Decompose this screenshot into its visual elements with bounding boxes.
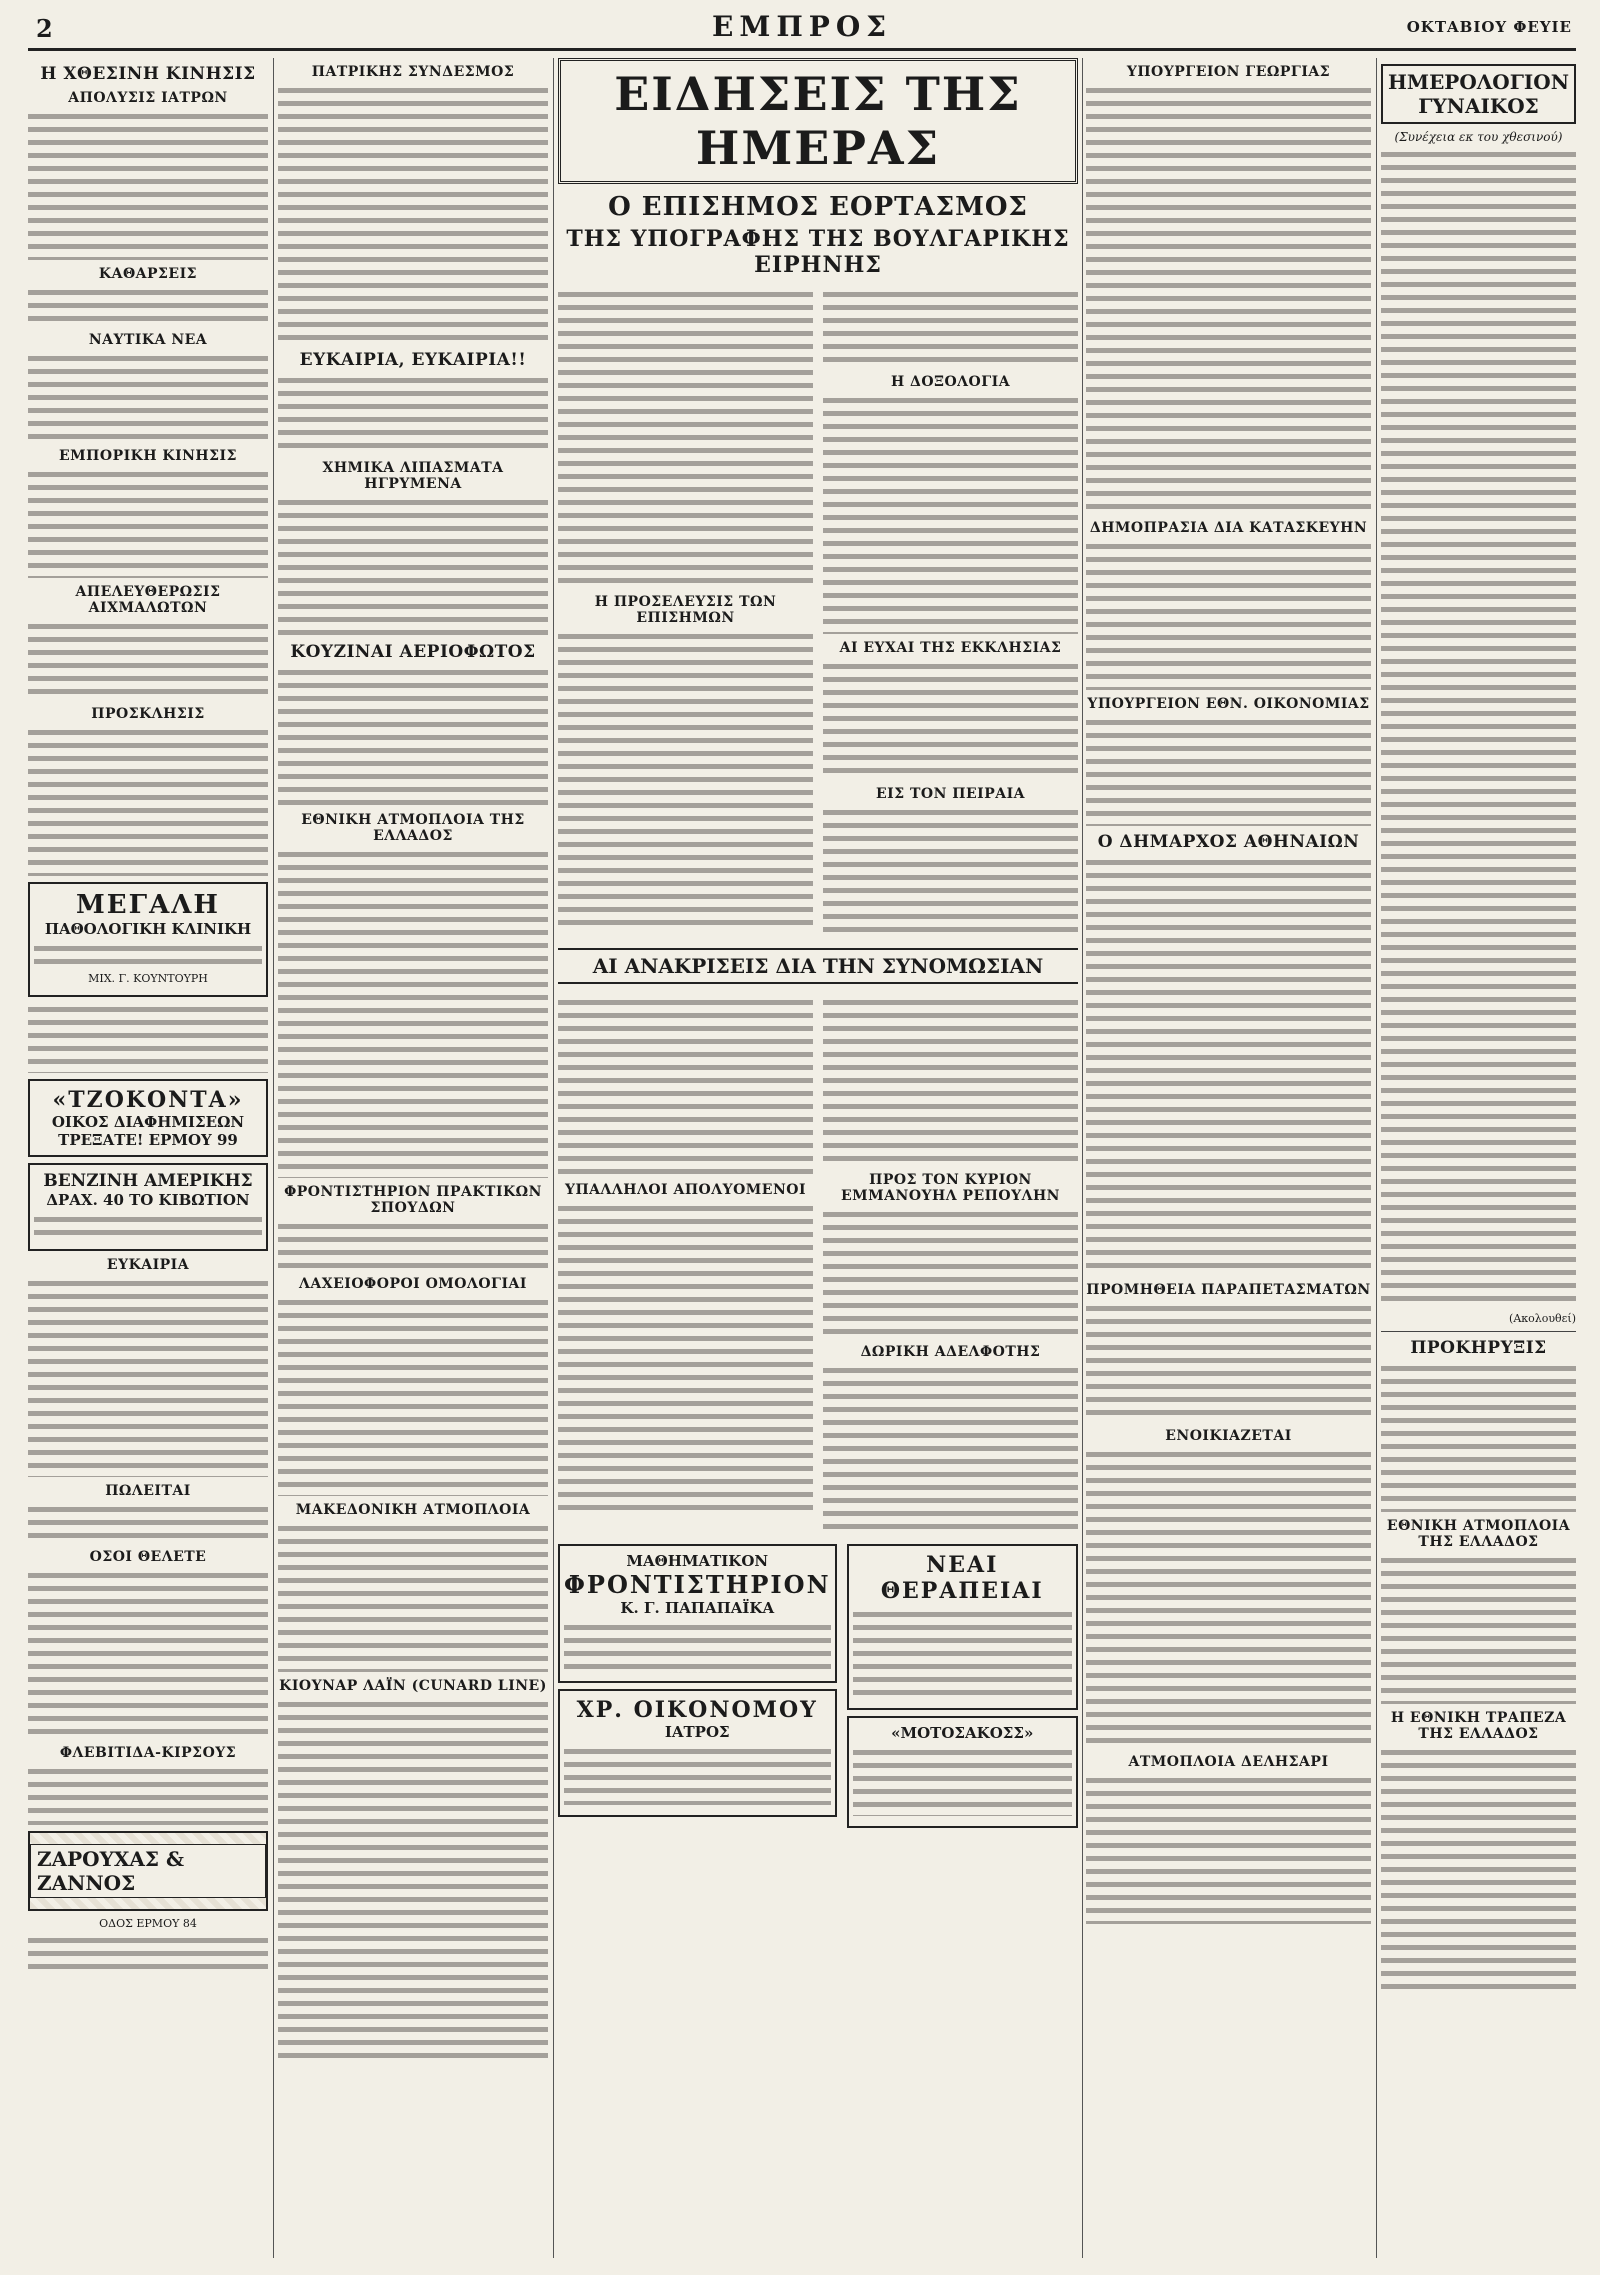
- ad-row: [558, 1538, 1078, 1834]
- column-divider: [1376, 58, 1377, 2258]
- article-body: [1086, 856, 1371, 1276]
- masthead: [28, 6, 1576, 50]
- ad-name: Κ. Γ. ΠΑΠΑΠΑΪΚΑ: [620, 1599, 775, 1617]
- subheading: ΥΠΟΥΡΓΕΙΟΝ ΓΕΩΡΓΙΑΣ: [1126, 64, 1331, 80]
- article-body: [28, 352, 268, 442]
- subheading: ΕΙΣ ΤΟΝ ΠΕΙΡΑΙΑ: [875, 786, 1026, 802]
- article-body: [823, 1208, 1078, 1338]
- subheading: ΝΑΥΤΙΚΑ ΝΕΑ: [88, 332, 208, 348]
- subheading: ΥΠΟΥΡΓΕΙΟΝ ΕΘΝ. ΟΙΚΟΝΟΜΙΑΣ: [1087, 696, 1370, 712]
- ad-body: [34, 1213, 262, 1239]
- advertisement: [28, 1163, 268, 1251]
- article-body: [823, 1364, 1078, 1534]
- newspaper-title: ΕΜΠΡΟΣ: [711, 10, 893, 43]
- subheading: ΠΩΛΕΙΤΑΙ: [105, 1483, 191, 1499]
- article-body: [823, 394, 1078, 634]
- article-body: [28, 620, 268, 700]
- advertisement-logo: [28, 1831, 268, 1911]
- article-body: [28, 286, 268, 326]
- ad-headline: «ΤΖΟΚΟΝΤΑ»: [52, 1087, 244, 1113]
- subheading: ΜΑΚΕΔΟΝΙΚΗ ΑΤΜΟΠΛΟΙΑ: [295, 1502, 531, 1518]
- section-heading: Η ΧΘΕΣΙΝΗ ΚΙΝΗΣΙΣ: [40, 64, 256, 84]
- ad-headline: ΦΡΟΝΤΙΣΤΗΡΙΟΝ: [564, 1570, 831, 1599]
- news-banner: [558, 58, 1078, 184]
- headline: Ο ΕΠΙΣΗΜΟΣ ΕΟΡΤΑΣΜΟΣ: [608, 192, 1028, 222]
- column-divider: [1082, 58, 1083, 2258]
- article-body: [823, 660, 1078, 780]
- headline: ΑΙ ΑΝΑΚΡΙΣΕΙΣ ΔΙΑ ΤΗΝ ΣΥΝΟΜΩΣΙΑΝ: [558, 948, 1078, 984]
- subheading: Η ΕΘΝΙΚΗ ΤΡΑΠΕΖΑ ΤΗΣ ΕΛΛΑΔΟΣ: [1390, 1710, 1567, 1742]
- article-body: [823, 996, 1078, 1166]
- article-body: [278, 1522, 548, 1672]
- article-body: [278, 1698, 548, 2058]
- article-body: [28, 1765, 268, 1825]
- article-body: [28, 1277, 268, 1477]
- subheading: ΠΑΤΡΙΚΗΣ ΣΥΝΔΕΣΜΟΣ: [311, 64, 515, 80]
- ad-headline: ΜΕΓΑΛΗ: [76, 890, 220, 920]
- article-body: [1086, 1774, 1371, 1924]
- article-body: [278, 84, 548, 344]
- column-1: [28, 58, 268, 2258]
- article-body: [558, 288, 813, 588]
- article-body: [28, 110, 268, 260]
- article-body: [1086, 1448, 1371, 1748]
- ad-body: [853, 1608, 1072, 1698]
- advertisement: [28, 1079, 268, 1157]
- advertisement: [28, 882, 268, 997]
- article-body: [1381, 148, 1576, 1308]
- advertisement: [847, 1544, 1078, 1710]
- article-body: [1086, 84, 1371, 514]
- subheading: ΑΠΕΛΕΥΘΕΡΩΣΙΣ ΑΙΧΜΑΛΩΤΩΝ: [75, 584, 221, 616]
- subheading: ΔΩΡΙΚΗ ΑΔΕΛΦΟΤΗΣ: [860, 1344, 1041, 1360]
- advertisement: [558, 1689, 837, 1817]
- article-body: [28, 468, 268, 578]
- subheading: ΥΠΑΛΛΗΛΟΙ ΑΠΟΛΥΟΜΕΝΟΙ: [564, 1182, 807, 1198]
- article-body: [28, 1569, 268, 1739]
- article-body: [278, 666, 548, 806]
- masthead-rule: [28, 48, 1576, 51]
- article-body: [28, 1503, 268, 1543]
- subheading: ΧΗΜΙΚΑ ΛΙΠΑΣΜΑΤΑ ΗΓΡΥΜΕΝΑ: [322, 460, 504, 492]
- article-body: [278, 848, 548, 1178]
- article-body: [1381, 1746, 1576, 1996]
- ad-subheadline: ΠΑΘΟΛΟΓΙΚΗ ΚΛΙΝΙΚΗ: [44, 920, 252, 938]
- column-4: [1086, 58, 1371, 2258]
- subheading: ΕΝΟΙΚΙΑΖΕΤΑΙ: [1165, 1428, 1292, 1444]
- ad-body: [28, 1934, 268, 1974]
- subheading: ΑΙ ΕΥΧΑΙ ΤΗΣ ΕΚΚΛΗΣΙΑΣ: [839, 640, 1062, 656]
- advertisement: [558, 1544, 837, 1683]
- column-divider: [273, 58, 274, 2258]
- column-5: [1381, 58, 1576, 2258]
- section-heading: ΠΡΟΚΗΡΥΞΙΣ: [1410, 1338, 1547, 1358]
- subheading: ΚΙΟΥΝΑΡ ΛΑΪΝ (CUNARD LINE): [279, 1678, 547, 1694]
- ad-body: [564, 1621, 831, 1671]
- article-body: [558, 630, 813, 930]
- ad-headline: ΧΡ. ΟΙΚΟΝΟΜΟΥ: [576, 1697, 818, 1723]
- ad-headline: «ΜΟΤΟΣΑΚΟΣΣ»: [891, 1724, 1034, 1742]
- article-body: [278, 496, 548, 636]
- ad-headline: ΒΕΝΖΙΝΗ ΑΜΕΡΙΚΗΣ: [43, 1171, 253, 1191]
- ad-address: ΤΡΕΞΑΤΕ! ΕΡΜΟΥ 99: [58, 1131, 238, 1149]
- headline-subtitle: ΤΗΣ ΥΠΟΓΡΑΦΗΣ ΤΗΣ ΒΟΥΛΓΑΡΙΚΗΣ ΕΙΡΗΝΗΣ: [566, 226, 1070, 278]
- article-body: [28, 1003, 268, 1073]
- subheading: ΕΥΚΑΙΡΙΑ: [106, 1257, 190, 1273]
- subheading: ΠΡΟΣ ΤΟΝ ΚΥΡΙΟΝ ΕΜΜΑΝΟΥΗΛ ΡΕΠΟΥΛΗΝ: [841, 1172, 1060, 1204]
- divider: [1381, 1331, 1576, 1332]
- article-body: [28, 726, 268, 876]
- article-body: [1086, 716, 1371, 826]
- ad-brand: ΖΑΡΟΥΧΑΣ & ΖΑΝΝΟΣ: [30, 1844, 266, 1898]
- ad-subheadline: ΔΡΑΧ. 40 ΤΟ ΚΙΒΩΤΙΟΝ: [46, 1191, 250, 1209]
- subheading: ΑΠΟΛΥΣΙΣ ΙΑΤΡΩΝ: [68, 90, 228, 106]
- article-body: [1086, 1302, 1371, 1422]
- section-heading: ΚΟΥΖΙΝΑΙ ΑΕΡΙΟΦΩΤΟΣ: [290, 642, 536, 662]
- ad-body: [564, 1745, 831, 1805]
- ad-subheadline: ΙΑΤΡΟΣ: [664, 1723, 730, 1741]
- subheading: ΕΘΝΙΚΗ ΑΤΜΟΠΛΟΙΑ ΤΗΣ ΕΛΛΑΔΟΣ: [301, 812, 525, 844]
- ad-body: [34, 942, 262, 968]
- article-body: [823, 288, 1078, 368]
- column-2: [278, 58, 548, 2258]
- article-body: [278, 1296, 548, 1496]
- article-body: [558, 1202, 813, 1512]
- ad-name: ΜΙΧ. Γ. ΚΟΥΝΤΟΥΡΗ: [88, 972, 208, 985]
- subheading: ΦΛΕΒΙΤΙΔΑ-ΚΙΡΣΟΥΣ: [59, 1745, 237, 1761]
- issue-date: ΟΚΤΑΒΙΟΥ ΦΕΥΙΕ: [1406, 18, 1572, 36]
- subheading: ΔΗΜΟΠΡΑΣΙΑ ΔΙΑ ΚΑΤΑΣΚΕΥΗΝ: [1089, 520, 1368, 536]
- column-3: [558, 58, 1078, 2258]
- ad-headline: ΝΕΑΙ ΘΕΡΑΠΕΙΑΙ: [880, 1552, 1044, 1604]
- column-divider: [553, 58, 554, 2258]
- ad-address: ΟΔΟΣ ΕΡΜΟΥ 84: [99, 1917, 197, 1930]
- to-be-continued: (Ακολουθεί): [1509, 1312, 1576, 1325]
- ad-body: [853, 1746, 1072, 1816]
- article-body: [1381, 1362, 1576, 1512]
- article-body: [823, 806, 1078, 936]
- subheading: ΕΜΠΟΡΙΚΗ ΚΙΝΗΣΙΣ: [58, 448, 238, 464]
- subheading: Η ΠΡΟΣΕΛΕΥΣΙΣ ΤΩΝ ΕΠΙΣΗΜΩΝ: [594, 594, 777, 626]
- article-body: [278, 1220, 548, 1270]
- subheading: ΛΑΧΕΙΟΦΟΡΟΙ ΟΜΟΛΟΓΙΑΙ: [299, 1276, 527, 1292]
- ad-subheadline: ΟΙΚΟΣ ΔΙΑΦΗΜΙΣΕΩΝ: [51, 1113, 245, 1131]
- section-heading: Ο ΔΗΜΑΡΧΟΣ ΑΘΗΝΑΙΩΝ: [1097, 832, 1360, 852]
- subheading: ΕΘΝΙΚΗ ΑΤΜΟΠΛΟΙΑ ΤΗΣ ΕΛΛΑΔΟΣ: [1386, 1518, 1571, 1550]
- newspaper-page: [28, 6, 1576, 2268]
- subheading: ΠΡΟΣΚΛΗΣΙΣ: [91, 706, 205, 722]
- banner-title: ΕΙΔΗΣΕΙΣ ΤΗΣ ΗΜΕΡΑΣ: [614, 67, 1022, 175]
- ad-label: ΜΑΘΗΜΑΤΙΚΟΝ: [626, 1552, 769, 1570]
- page-number: 2: [36, 14, 53, 43]
- article-columns: [558, 992, 1078, 1538]
- subheading: ΚΑΘΑΡΣΕΙΣ: [98, 266, 198, 282]
- subheading: Η ΔΟΞΟΛΟΓΙΑ: [890, 374, 1011, 390]
- subheading: ΑΤΜΟΠΛΟΙΑ ΔΕΛΗΣΑΡΙ: [1128, 1754, 1329, 1770]
- advertisement: [847, 1716, 1078, 1828]
- article-columns: [558, 284, 1078, 940]
- article-body: [558, 996, 813, 1176]
- section-heading: ΕΥΚΑΙΡΙΑ, ΕΥΚΑΙΡΙΑ!!: [299, 350, 527, 370]
- feuilleton-title: ΗΜΕΡΟΛΟΓΙΟΝ ΓΥΝΑΙΚΟΣ: [1381, 64, 1576, 124]
- subheading: ΠΡΟΜΗΘΕΙΑ ΠΑΡΑΠΕΤΑΣΜΑΤΩΝ: [1086, 1282, 1371, 1298]
- article-body: [278, 374, 548, 454]
- article-body: [1381, 1554, 1576, 1704]
- feuilleton-subtitle: (Συνέχεια εκ του χθεσινού): [1394, 130, 1563, 144]
- subheading: ΟΣΟΙ ΘΕΛΕΤΕ: [89, 1549, 207, 1565]
- article-body: [1086, 540, 1371, 690]
- subheading: ΦΡΟΝΤΙΣΤΗΡΙΟΝ ΠΡΑΚΤΙΚΩΝ ΣΠΟΥΔΩΝ: [284, 1184, 542, 1216]
